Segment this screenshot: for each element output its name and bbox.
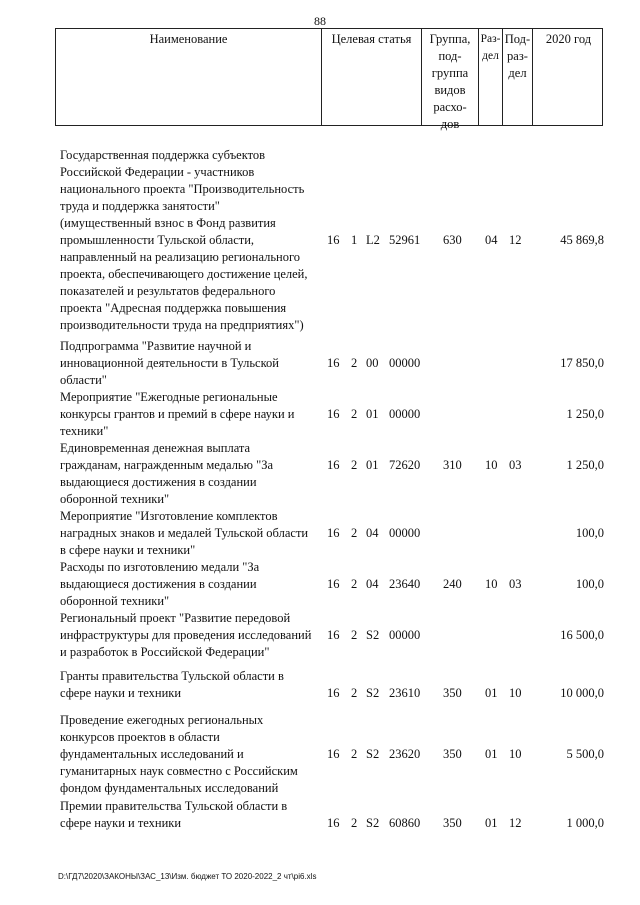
row-name: Единовременная денежная выплата гражданам, награжденным медалью "За выдающиеся достижения в создании оборонной техники" [60, 441, 274, 506]
header-subsection: Под- раз- дел [502, 29, 532, 125]
row-sum: 1 250,0 [566, 458, 604, 472]
row-grp: 240 [443, 577, 462, 591]
row-grp: 310 [443, 458, 462, 472]
row-t4: 60860 [389, 816, 421, 830]
row-sum: 1 250,0 [566, 407, 604, 421]
row-t3: 04 [366, 526, 379, 540]
table-header [55, 28, 603, 131]
row-t4: 72620 [389, 458, 421, 472]
row-t2: 2 [351, 356, 358, 370]
row-t3: S2 [366, 686, 380, 700]
row-t2: 2 [351, 816, 358, 830]
row-t4: 23620 [389, 747, 421, 761]
row-t2: 2 [351, 628, 358, 642]
row-sec: 01 [485, 816, 498, 830]
row-name: Расходы по изготовлению медали "За выдающиеся достижения в создании оборонной техники" [60, 560, 260, 608]
row-t4: 52961 [389, 233, 421, 247]
row-name: Государственная поддержка субъектов Российской Федерации - участников национального проекта "Производительность труда и поддержка занятости" (имущественный взнос в Фонд развития промышленности Тульской области, направленный на реализацию регионального проекта, обеспечивающего достижение целей, показателей и результатов федерального проекта "Адресная поддержка повышения производительности труда на предприятиях") [60, 148, 308, 332]
row-t1: 16 [327, 526, 340, 540]
row-sum: 45 869,8 [560, 233, 604, 247]
row-sum: 16 500,0 [560, 628, 604, 642]
page-number: 88 [314, 14, 326, 28]
row-t1: 16 [327, 816, 340, 830]
row-name: Мероприятие "Ежегодные региональные конкурсы грантов и премий в сфере науки и техники" [60, 390, 295, 438]
row-name: Премии правительства Тульской области в сфере науки и техники [60, 799, 288, 830]
row-t2: 2 [351, 686, 358, 700]
row-sum: 10 000,0 [560, 686, 604, 700]
row-t1: 16 [327, 747, 340, 761]
row-sec: 04 [485, 233, 498, 247]
row-grp: 350 [443, 816, 462, 830]
row-grp: 630 [443, 233, 462, 247]
row-name: Подпрограмма "Развитие научной и инновационной деятельности в Тульской области" [60, 339, 279, 387]
row-sub: 03 [509, 458, 522, 472]
row-t3: S2 [366, 628, 380, 642]
row-t2: 2 [351, 526, 358, 540]
row-t4: 00000 [389, 407, 421, 421]
row-sec: 01 [485, 747, 498, 761]
row-sub: 12 [509, 816, 522, 830]
row-t1: 16 [327, 628, 340, 642]
header-year: 2020 год [532, 29, 604, 125]
row-t3: 01 [366, 407, 379, 421]
row-sum: 100,0 [575, 577, 604, 591]
row-t1: 16 [327, 356, 340, 370]
row-sum: 5 500,0 [566, 747, 604, 761]
row-name: Гранты правительства Тульской области в сфере науки и техники [60, 669, 284, 700]
row-t4: 23640 [389, 577, 421, 591]
row-t3: S2 [366, 816, 380, 830]
row-sec: 10 [485, 577, 498, 591]
row-name: Региональный проект "Развитие передовой инфраструктуры для проведения исследований и разработок в Российской Федерации" [60, 611, 312, 659]
row-t1: 16 [327, 686, 340, 700]
row-t2: 2 [351, 407, 358, 421]
row-t2: 2 [351, 577, 358, 591]
header-name: Наименование [149, 32, 228, 46]
row-sum: 1 000,0 [566, 816, 604, 830]
row-t3: 00 [366, 356, 379, 370]
row-name: Проведение ежегодных региональных конкурсов проектов в области фундаментальных исследований и гуманитарных наук совместно с Российским фондом фундаментальных исследований [60, 713, 298, 795]
row-sec: 01 [485, 686, 498, 700]
row-sub: 03 [509, 577, 522, 591]
row-t1: 16 [327, 407, 340, 421]
row-t3: 01 [366, 458, 379, 472]
header-section: Раз- дел [478, 29, 502, 125]
row-t3: L2 [366, 233, 380, 247]
row-t4: 23610 [389, 686, 421, 700]
row-sub: 10 [509, 747, 522, 761]
row-t1: 16 [327, 458, 340, 472]
row-sec: 10 [485, 458, 498, 472]
row-t3: 04 [366, 577, 379, 591]
row-grp: 350 [443, 686, 462, 700]
row-t2: 1 [351, 233, 358, 247]
header-group: Группа, под- группа видов расхо- дов [421, 29, 478, 125]
row-t4: 00000 [389, 356, 421, 370]
row-sub: 12 [509, 233, 522, 247]
row-t1: 16 [327, 577, 340, 591]
header-target: Целевая статья [321, 29, 421, 125]
row-t4: 00000 [389, 628, 421, 642]
row-sub: 10 [509, 686, 522, 700]
row-t2: 2 [351, 747, 358, 761]
row-t1: 16 [327, 233, 340, 247]
row-t2: 2 [351, 458, 358, 472]
file-path-footer: D:\ГД7\2020\ЗАКОНЫ\ЗАС_13\Изм. бюджет ТО 2020-2022_2 чт\рi6.xls [58, 872, 317, 881]
row-t4: 00000 [389, 526, 421, 540]
row-name: Мероприятие "Изготовление комплектов наградных знаков и медалей Тульской области в сфере науки и техники" [60, 509, 309, 557]
row-sum: 100,0 [575, 526, 604, 540]
row-t3: S2 [366, 747, 380, 761]
row-grp: 350 [443, 747, 462, 761]
row-sum: 17 850,0 [560, 356, 604, 370]
